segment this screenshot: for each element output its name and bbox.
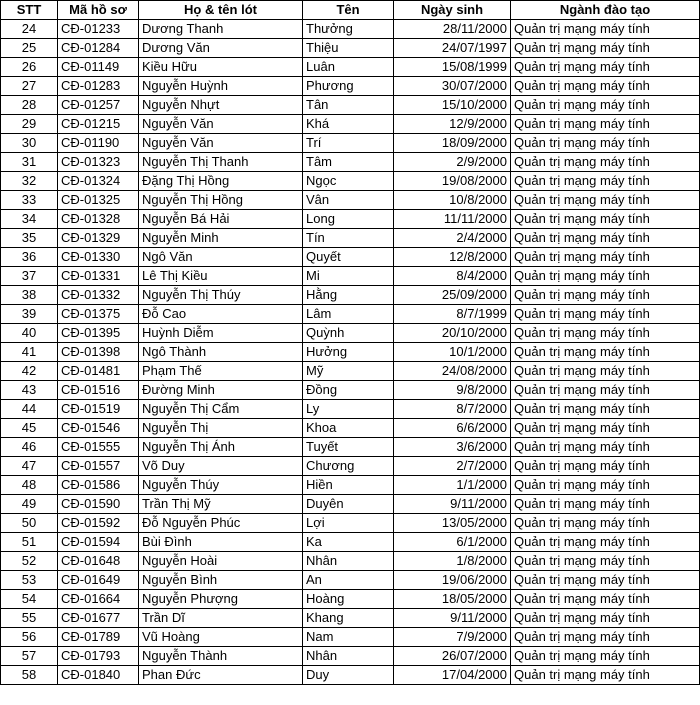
row-record-code: CĐ-01546 xyxy=(58,419,139,438)
row-first-name: Luân xyxy=(303,58,394,77)
row-last-middle-name: Lê Thị Kiều xyxy=(139,267,303,286)
row-last-middle-name: Phan Đức xyxy=(139,666,303,685)
row-last-middle-name: Bùi Đình xyxy=(139,533,303,552)
row-major: Quản trị mạng máy tính xyxy=(511,172,700,191)
row-major: Quản trị mạng máy tính xyxy=(511,229,700,248)
row-date-of-birth: 30/07/2000 xyxy=(394,77,511,96)
table-row xyxy=(1,552,700,571)
row-date-of-birth: 18/05/2000 xyxy=(394,590,511,609)
table-row xyxy=(1,457,700,476)
row-first-name: Phương xyxy=(303,77,394,96)
row-first-name: Nam xyxy=(303,628,394,647)
row-stt: 46 xyxy=(1,438,58,457)
row-record-code: CĐ-01332 xyxy=(58,286,139,305)
row-first-name: Khá xyxy=(303,115,394,134)
row-last-middle-name: Nguyễn Thị Hồng xyxy=(139,191,303,210)
row-stt: 36 xyxy=(1,248,58,267)
table-row xyxy=(1,96,700,115)
row-first-name: Khang xyxy=(303,609,394,628)
row-stt: 31 xyxy=(1,153,58,172)
row-last-middle-name: Nguyễn Thị Ánh xyxy=(139,438,303,457)
row-first-name: Quỳnh xyxy=(303,324,394,343)
table-row xyxy=(1,628,700,647)
row-stt: 26 xyxy=(1,58,58,77)
row-major: Quản trị mạng máy tính xyxy=(511,514,700,533)
header-first-name: Tên xyxy=(303,1,394,20)
table-row xyxy=(1,134,700,153)
row-first-name: Mỹ xyxy=(303,362,394,381)
row-first-name: Khoa xyxy=(303,419,394,438)
table-row xyxy=(1,229,700,248)
table-row xyxy=(1,476,700,495)
row-stt: 28 xyxy=(1,96,58,115)
row-record-code: CĐ-01586 xyxy=(58,476,139,495)
row-record-code: CĐ-01793 xyxy=(58,647,139,666)
table-row xyxy=(1,609,700,628)
row-first-name: Ly xyxy=(303,400,394,419)
row-first-name: Duy xyxy=(303,666,394,685)
table-row xyxy=(1,153,700,172)
row-last-middle-name: Vũ Hoàng xyxy=(139,628,303,647)
header-major: Ngành đào tạo xyxy=(511,1,700,20)
row-last-middle-name: Dương Thanh xyxy=(139,20,303,39)
row-stt: 39 xyxy=(1,305,58,324)
row-last-middle-name: Ngô Văn xyxy=(139,248,303,267)
header-record-code: Mã hồ sơ xyxy=(58,1,139,20)
table-row xyxy=(1,39,700,58)
row-first-name: Đồng xyxy=(303,381,394,400)
table-header-row xyxy=(1,1,700,20)
row-major: Quản trị mạng máy tính xyxy=(511,324,700,343)
row-major: Quản trị mạng máy tính xyxy=(511,153,700,172)
row-record-code: CĐ-01664 xyxy=(58,590,139,609)
row-date-of-birth: 8/7/1999 xyxy=(394,305,511,324)
header-last-middle-name: Họ & tên lót xyxy=(139,1,303,20)
row-last-middle-name: Kiều Hữu xyxy=(139,58,303,77)
row-record-code: CĐ-01283 xyxy=(58,77,139,96)
table-row xyxy=(1,305,700,324)
row-date-of-birth: 8/4/2000 xyxy=(394,267,511,286)
row-major: Quản trị mạng máy tính xyxy=(511,571,700,590)
row-stt: 49 xyxy=(1,495,58,514)
row-major: Quản trị mạng máy tính xyxy=(511,438,700,457)
row-first-name: Ka xyxy=(303,533,394,552)
table-row xyxy=(1,58,700,77)
table-row xyxy=(1,191,700,210)
row-last-middle-name: Nguyễn Thị Cẩm xyxy=(139,400,303,419)
row-stt: 24 xyxy=(1,20,58,39)
row-stt: 45 xyxy=(1,419,58,438)
row-last-middle-name: Dương Văn xyxy=(139,39,303,58)
row-date-of-birth: 2/9/2000 xyxy=(394,153,511,172)
header-date-of-birth: Ngày sinh xyxy=(394,1,511,20)
row-record-code: CĐ-01590 xyxy=(58,495,139,514)
row-last-middle-name: Nguyễn Bình xyxy=(139,571,303,590)
row-major: Quản trị mạng máy tính xyxy=(511,248,700,267)
table-row xyxy=(1,647,700,666)
row-first-name: An xyxy=(303,571,394,590)
row-date-of-birth: 10/1/2000 xyxy=(394,343,511,362)
row-major: Quản trị mạng máy tính xyxy=(511,20,700,39)
row-record-code: CĐ-01149 xyxy=(58,58,139,77)
row-last-middle-name: Nguyễn Thị xyxy=(139,419,303,438)
row-date-of-birth: 24/07/1997 xyxy=(394,39,511,58)
row-date-of-birth: 8/7/2000 xyxy=(394,400,511,419)
row-major: Quản trị mạng máy tính xyxy=(511,39,700,58)
row-last-middle-name: Nguyễn Thúy xyxy=(139,476,303,495)
row-date-of-birth: 9/8/2000 xyxy=(394,381,511,400)
row-last-middle-name: Huỳnh Diễm xyxy=(139,324,303,343)
row-date-of-birth: 2/4/2000 xyxy=(394,229,511,248)
row-first-name: Thiệu xyxy=(303,39,394,58)
row-major: Quản trị mạng máy tính xyxy=(511,362,700,381)
row-stt: 44 xyxy=(1,400,58,419)
row-last-middle-name: Ngô Thành xyxy=(139,343,303,362)
table-row xyxy=(1,495,700,514)
row-record-code: CĐ-01190 xyxy=(58,134,139,153)
row-date-of-birth: 19/06/2000 xyxy=(394,571,511,590)
row-major: Quản trị mạng máy tính xyxy=(511,609,700,628)
row-last-middle-name: Võ Duy xyxy=(139,457,303,476)
row-major: Quản trị mạng máy tính xyxy=(511,381,700,400)
table-row xyxy=(1,77,700,96)
row-major: Quản trị mạng máy tính xyxy=(511,666,700,685)
row-last-middle-name: Đặng Thị Hồng xyxy=(139,172,303,191)
row-date-of-birth: 28/11/2000 xyxy=(394,20,511,39)
table-row xyxy=(1,343,700,362)
row-last-middle-name: Nguyễn Thị Thanh xyxy=(139,153,303,172)
row-date-of-birth: 15/08/1999 xyxy=(394,58,511,77)
row-record-code: CĐ-01649 xyxy=(58,571,139,590)
row-first-name: Mi xyxy=(303,267,394,286)
row-record-code: CĐ-01329 xyxy=(58,229,139,248)
row-major: Quản trị mạng máy tính xyxy=(511,552,700,571)
row-record-code: CĐ-01592 xyxy=(58,514,139,533)
row-stt: 56 xyxy=(1,628,58,647)
row-major: Quản trị mạng máy tính xyxy=(511,286,700,305)
row-stt: 42 xyxy=(1,362,58,381)
row-last-middle-name: Nguyễn Văn xyxy=(139,134,303,153)
row-record-code: CĐ-01789 xyxy=(58,628,139,647)
table-row xyxy=(1,666,700,685)
row-date-of-birth: 1/8/2000 xyxy=(394,552,511,571)
row-date-of-birth: 26/07/2000 xyxy=(394,647,511,666)
row-record-code: CĐ-01330 xyxy=(58,248,139,267)
row-last-middle-name: Nguyễn Minh xyxy=(139,229,303,248)
row-record-code: CĐ-01284 xyxy=(58,39,139,58)
row-record-code: CĐ-01594 xyxy=(58,533,139,552)
row-stt: 29 xyxy=(1,115,58,134)
table-row xyxy=(1,324,700,343)
row-date-of-birth: 18/09/2000 xyxy=(394,134,511,153)
row-last-middle-name: Trần Dĩ xyxy=(139,609,303,628)
row-record-code: CĐ-01516 xyxy=(58,381,139,400)
row-first-name: Hoàng xyxy=(303,590,394,609)
row-stt: 51 xyxy=(1,533,58,552)
row-record-code: CĐ-01233 xyxy=(58,20,139,39)
row-first-name: Tuyết xyxy=(303,438,394,457)
row-last-middle-name: Nguyễn Nhựt xyxy=(139,96,303,115)
row-major: Quản trị mạng máy tính xyxy=(511,58,700,77)
row-first-name: Lợi xyxy=(303,514,394,533)
row-last-middle-name: Trần Thị Mỹ xyxy=(139,495,303,514)
row-stt: 53 xyxy=(1,571,58,590)
row-date-of-birth: 24/08/2000 xyxy=(394,362,511,381)
row-first-name: Long xyxy=(303,210,394,229)
row-stt: 43 xyxy=(1,381,58,400)
table-row xyxy=(1,172,700,191)
row-stt: 58 xyxy=(1,666,58,685)
row-date-of-birth: 9/11/2000 xyxy=(394,495,511,514)
row-date-of-birth: 9/11/2000 xyxy=(394,609,511,628)
row-first-name: Trí xyxy=(303,134,394,153)
table-row xyxy=(1,419,700,438)
row-date-of-birth: 7/9/2000 xyxy=(394,628,511,647)
row-stt: 47 xyxy=(1,457,58,476)
row-first-name: Lâm xyxy=(303,305,394,324)
row-major: Quản trị mạng máy tính xyxy=(511,267,700,286)
table-row xyxy=(1,381,700,400)
row-record-code: CĐ-01677 xyxy=(58,609,139,628)
row-stt: 33 xyxy=(1,191,58,210)
row-first-name: Ngọc xyxy=(303,172,394,191)
row-stt: 57 xyxy=(1,647,58,666)
row-first-name: Nhân xyxy=(303,647,394,666)
row-major: Quản trị mạng máy tính xyxy=(511,495,700,514)
row-record-code: CĐ-01519 xyxy=(58,400,139,419)
table-row xyxy=(1,362,700,381)
row-record-code: CĐ-01375 xyxy=(58,305,139,324)
row-first-name: Tâm xyxy=(303,153,394,172)
row-first-name: Nhân xyxy=(303,552,394,571)
row-major: Quản trị mạng máy tính xyxy=(511,590,700,609)
row-stt: 41 xyxy=(1,343,58,362)
row-first-name: Duyên xyxy=(303,495,394,514)
row-first-name: Quyết xyxy=(303,248,394,267)
row-record-code: CĐ-01328 xyxy=(58,210,139,229)
row-major: Quản trị mạng máy tính xyxy=(511,115,700,134)
row-stt: 32 xyxy=(1,172,58,191)
row-last-middle-name: Đường Minh xyxy=(139,381,303,400)
row-date-of-birth: 6/1/2000 xyxy=(394,533,511,552)
row-last-middle-name: Nguyễn Thị Thúy xyxy=(139,286,303,305)
row-date-of-birth: 10/8/2000 xyxy=(394,191,511,210)
row-record-code: CĐ-01840 xyxy=(58,666,139,685)
row-last-middle-name: Nguyễn Văn xyxy=(139,115,303,134)
row-last-middle-name: Nguyễn Thành xyxy=(139,647,303,666)
row-date-of-birth: 6/6/2000 xyxy=(394,419,511,438)
row-stt: 30 xyxy=(1,134,58,153)
row-major: Quản trị mạng máy tính xyxy=(511,628,700,647)
row-record-code: CĐ-01257 xyxy=(58,96,139,115)
table-row xyxy=(1,590,700,609)
row-record-code: CĐ-01395 xyxy=(58,324,139,343)
row-record-code: CĐ-01331 xyxy=(58,267,139,286)
row-first-name: Tân xyxy=(303,96,394,115)
row-date-of-birth: 15/10/2000 xyxy=(394,96,511,115)
row-major: Quản trị mạng máy tính xyxy=(511,134,700,153)
row-stt: 52 xyxy=(1,552,58,571)
row-last-middle-name: Phạm Thế xyxy=(139,362,303,381)
table-row xyxy=(1,438,700,457)
table-row xyxy=(1,514,700,533)
row-date-of-birth: 12/8/2000 xyxy=(394,248,511,267)
table-row xyxy=(1,115,700,134)
row-record-code: CĐ-01324 xyxy=(58,172,139,191)
row-date-of-birth: 19/08/2000 xyxy=(394,172,511,191)
table-row xyxy=(1,286,700,305)
row-major: Quản trị mạng máy tính xyxy=(511,305,700,324)
row-record-code: CĐ-01325 xyxy=(58,191,139,210)
row-major: Quản trị mạng máy tính xyxy=(511,533,700,552)
row-stt: 40 xyxy=(1,324,58,343)
table-row xyxy=(1,20,700,39)
row-record-code: CĐ-01648 xyxy=(58,552,139,571)
table-row xyxy=(1,533,700,552)
table-row xyxy=(1,248,700,267)
row-record-code: CĐ-01398 xyxy=(58,343,139,362)
row-date-of-birth: 17/04/2000 xyxy=(394,666,511,685)
row-stt: 27 xyxy=(1,77,58,96)
row-date-of-birth: 11/11/2000 xyxy=(394,210,511,229)
row-stt: 55 xyxy=(1,609,58,628)
row-date-of-birth: 25/09/2000 xyxy=(394,286,511,305)
row-date-of-birth: 2/7/2000 xyxy=(394,457,511,476)
row-stt: 25 xyxy=(1,39,58,58)
row-major: Quản trị mạng máy tính xyxy=(511,191,700,210)
row-major: Quản trị mạng máy tính xyxy=(511,343,700,362)
row-last-middle-name: Nguyễn Hoài xyxy=(139,552,303,571)
row-first-name: Hưởng xyxy=(303,343,394,362)
row-major: Quản trị mạng máy tính xyxy=(511,210,700,229)
row-date-of-birth: 1/1/2000 xyxy=(394,476,511,495)
row-first-name: Hiền xyxy=(303,476,394,495)
row-last-middle-name: Nguyễn Huỳnh xyxy=(139,77,303,96)
row-last-middle-name: Nguyễn Phượng xyxy=(139,590,303,609)
row-last-middle-name: Đỗ Nguyễn Phúc xyxy=(139,514,303,533)
row-date-of-birth: 12/9/2000 xyxy=(394,115,511,134)
row-record-code: CĐ-01557 xyxy=(58,457,139,476)
table-row xyxy=(1,267,700,286)
row-major: Quản trị mạng máy tính xyxy=(511,457,700,476)
row-stt: 37 xyxy=(1,267,58,286)
row-stt: 48 xyxy=(1,476,58,495)
row-stt: 50 xyxy=(1,514,58,533)
row-record-code: CĐ-01481 xyxy=(58,362,139,381)
table-row xyxy=(1,571,700,590)
row-record-code: CĐ-01555 xyxy=(58,438,139,457)
row-major: Quản trị mạng máy tính xyxy=(511,419,700,438)
row-last-middle-name: Đỗ Cao xyxy=(139,305,303,324)
row-date-of-birth: 20/10/2000 xyxy=(394,324,511,343)
table-row xyxy=(1,400,700,419)
row-major: Quản trị mạng máy tính xyxy=(511,77,700,96)
row-first-name: Hằng xyxy=(303,286,394,305)
row-stt: 35 xyxy=(1,229,58,248)
row-first-name: Thưởng xyxy=(303,20,394,39)
row-major: Quản trị mạng máy tính xyxy=(511,96,700,115)
row-stt: 34 xyxy=(1,210,58,229)
row-major: Quản trị mạng máy tính xyxy=(511,400,700,419)
row-record-code: CĐ-01323 xyxy=(58,153,139,172)
row-record-code: CĐ-01215 xyxy=(58,115,139,134)
row-first-name: Tín xyxy=(303,229,394,248)
row-first-name: Vân xyxy=(303,191,394,210)
row-stt: 38 xyxy=(1,286,58,305)
row-first-name: Chương xyxy=(303,457,394,476)
row-date-of-birth: 3/6/2000 xyxy=(394,438,511,457)
row-stt: 54 xyxy=(1,590,58,609)
row-major: Quản trị mạng máy tính xyxy=(511,647,700,666)
row-date-of-birth: 13/05/2000 xyxy=(394,514,511,533)
row-last-middle-name: Nguyễn Bá Hải xyxy=(139,210,303,229)
table-row xyxy=(1,210,700,229)
row-major: Quản trị mạng máy tính xyxy=(511,476,700,495)
header-stt: STT xyxy=(1,1,58,20)
